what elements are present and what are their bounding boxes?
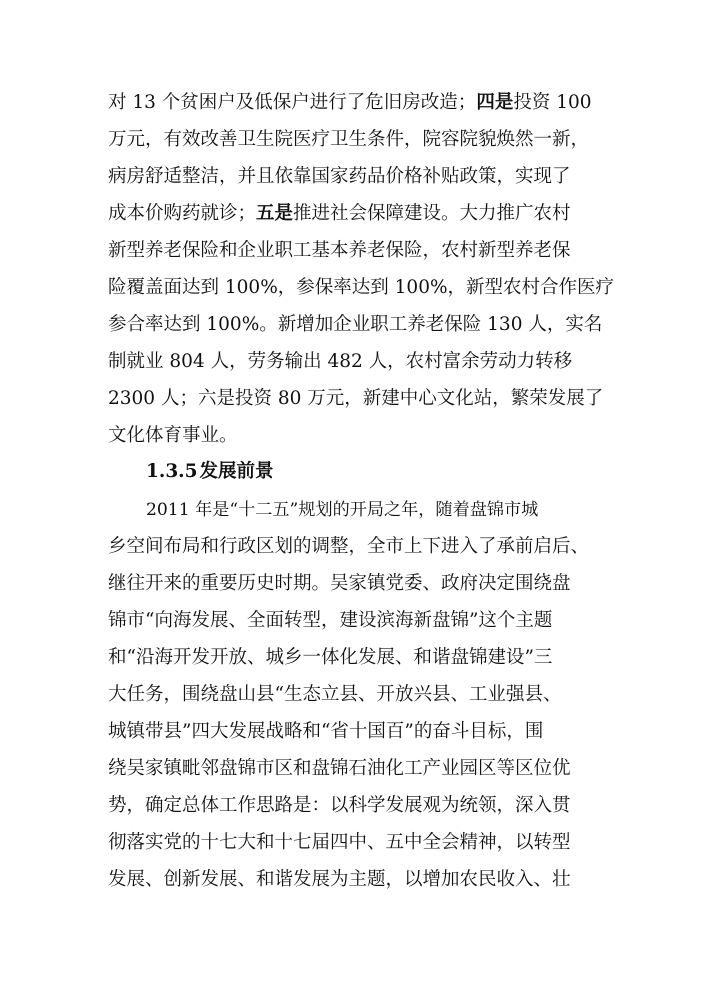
paragraph-1-line-6: 险覆盖面达到 100%，参保率达到 100%，新型农村合作医疗 bbox=[108, 277, 615, 298]
paragraph-1-line-5: 新型养老保险和企业职工基本养老保险，农村新型养老保 bbox=[108, 240, 571, 261]
paragraph-2-line-3: 继往开来的重要历史时期。吴家镇党委、政府决定围绕盘 bbox=[108, 573, 571, 594]
paragraph-2-line-5: 和“沿海开发开放、城乡一体化发展、和谐盘锦建设”三 bbox=[108, 647, 553, 668]
text-run: 对 13 个贫困户及低保户进行了危旧房改造； bbox=[108, 92, 477, 113]
paragraph-1-line-4 bbox=[108, 196, 628, 232]
paragraph-2-line-9: 势，确定总体工作思路是：以科学发展观为统领，深入贯 bbox=[108, 795, 571, 816]
section-title: 发展前景 bbox=[199, 461, 274, 482]
bold-keyword-five: 五是 bbox=[256, 203, 294, 224]
paragraph-1-line-9: 2300 人；六是投资 80 万元，新建中心文化站，繁荣发展了 bbox=[108, 388, 604, 409]
paragraph-2-line-6: 大任务，围绕盘山县“生态立县、开放兴县、工业强县、 bbox=[108, 684, 562, 705]
paragraph-1-line-2: 万元，有效改善卫生院医疗卫生条件，院容院貌焕然一新， bbox=[108, 129, 590, 150]
paragraph-2-line-4: 锦市“向海发展、全面转型，建设滨海新盘锦”这个主题 bbox=[108, 610, 553, 631]
paragraph-2-line-11: 发展、创新发展、和谐发展为主题，以增加农民收入、壮 bbox=[108, 869, 571, 890]
paragraph-2-line-8: 绕吴家镇毗邻盘锦市区和盘锦石油化工产业园区等区位优 bbox=[108, 758, 571, 779]
paragraph-2-line-7: 城镇带县”四大发展战略和“省十国百”的奋斗目标，围 bbox=[108, 721, 544, 742]
bold-keyword-four: 四是 bbox=[476, 92, 514, 113]
section-number: 1.3.5 bbox=[146, 461, 198, 482]
section-heading bbox=[146, 454, 274, 490]
text-run: 投资 100 bbox=[513, 92, 592, 113]
paragraph-1-line-8: 制就业 804 人，劳务输出 482 人，农村富余劳动力转移 bbox=[108, 351, 573, 372]
paragraph-2-line-1: 2011 年是“十二五”规划的开局之年，随着盘锦市城 bbox=[146, 500, 539, 520]
paragraph-1-line-3: 病房舒适整洁，并且依靠国家药品价格补贴政策，实现了 bbox=[108, 166, 571, 187]
paragraph-1-line-10: 文化体育事业。 bbox=[108, 425, 238, 446]
paragraph-1-line-1 bbox=[108, 85, 628, 121]
paragraph-2-line-10: 彻落实党的十七大和十七届四中、五中全会精神，以转型 bbox=[108, 832, 571, 853]
paragraph-2-line-2: 乡空间布局和行政区划的调整，全市上下进入了承前启后、 bbox=[108, 536, 590, 557]
text-run: 推进社会保障建设。大力推广农村 bbox=[293, 203, 571, 224]
text-run: 成本价购药就诊； bbox=[108, 203, 257, 224]
paragraph-1-line-7: 参合率达到 100%。新增加企业职工养老保险 130 人，实名 bbox=[108, 314, 603, 335]
